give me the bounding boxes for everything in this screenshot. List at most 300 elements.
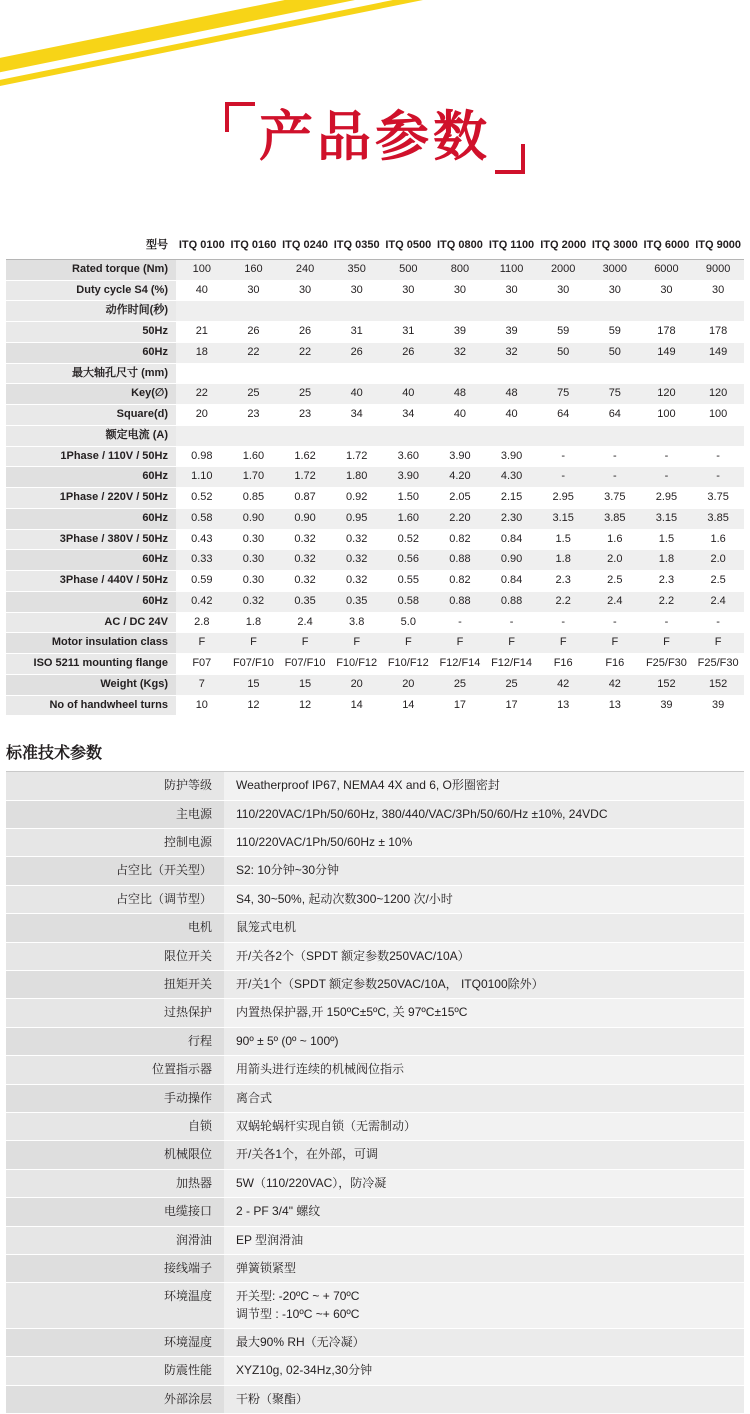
- spec-cell: 17: [486, 695, 538, 716]
- spec-table-row: [6, 488, 744, 509]
- spec-row-label: 60Hz: [6, 342, 176, 363]
- spec-cell: 48: [434, 384, 486, 405]
- spec-table-row: [6, 571, 744, 592]
- spec-cell: 7: [176, 674, 228, 695]
- spec-cell: [228, 425, 280, 446]
- spec-cell: 14: [331, 695, 383, 716]
- spec-cell: 0.58: [176, 508, 228, 529]
- spec-cell: 10: [176, 695, 228, 716]
- standard-param-value: 内置热保护器,开 150ºC±5ºC, 关 97ºC±15ºC: [224, 999, 744, 1027]
- spec-cell: 20: [176, 405, 228, 426]
- standard-param-row: [6, 885, 744, 913]
- spec-table-row: [6, 654, 744, 675]
- spec-cell: 25: [228, 384, 280, 405]
- spec-cell: [331, 425, 383, 446]
- spec-cell: [434, 363, 486, 384]
- spec-cell: F: [331, 633, 383, 654]
- spec-cell: [537, 425, 589, 446]
- spec-cell: 30: [383, 280, 435, 301]
- standard-param-row: [6, 857, 744, 885]
- spec-cell: 0.52: [176, 488, 228, 509]
- spec-cell: 50: [589, 342, 641, 363]
- spec-cell: 40: [331, 384, 383, 405]
- spec-cell: 2.95: [641, 488, 693, 509]
- standard-param-value: S2: 10分钟~30分钟: [224, 857, 744, 885]
- spec-cell: F: [486, 633, 538, 654]
- spec-cell: 1.50: [383, 488, 435, 509]
- spec-cell: -: [692, 612, 744, 633]
- standard-param-value: 2 - PF 3/4" 螺纹: [224, 1198, 744, 1226]
- spec-cell: 59: [589, 322, 641, 343]
- standard-param-key: 主电源: [6, 800, 224, 828]
- spec-cell: 0.55: [383, 571, 435, 592]
- spec-cell: 1.6: [692, 529, 744, 550]
- spec-cell: F16: [537, 654, 589, 675]
- spec-cell: [537, 301, 589, 322]
- spec-cell: F12/F14: [434, 654, 486, 675]
- spec-cell: 3.90: [434, 446, 486, 467]
- standard-param-value: 开/关各1个，在外部，可调: [224, 1141, 744, 1169]
- standard-param-value: 开/关1个（SPDT 额定参数250VAC/10A， ITQ0100除外）: [224, 970, 744, 998]
- spec-cell: F: [537, 633, 589, 654]
- spec-cell: 75: [589, 384, 641, 405]
- spec-cell: 1.5: [641, 529, 693, 550]
- spec-table-row: [6, 405, 744, 426]
- spec-cell: [228, 363, 280, 384]
- page-title-block: [0, 0, 750, 218]
- standard-params-heading: 标准技术参数: [6, 743, 103, 763]
- spec-cell: 0.84: [486, 529, 538, 550]
- spec-table-header-row: [6, 236, 744, 259]
- spec-group-row: [6, 425, 744, 446]
- spec-cell: 22: [176, 384, 228, 405]
- product-spec-table: [6, 236, 744, 716]
- spec-cell: [486, 425, 538, 446]
- spec-cell: 39: [692, 695, 744, 716]
- spec-model-header: ITQ 0500: [383, 236, 435, 259]
- spec-cell: 152: [692, 674, 744, 695]
- spec-cell: 3000: [589, 259, 641, 280]
- spec-cell: 800: [434, 259, 486, 280]
- spec-model-header: ITQ 0100: [176, 236, 228, 259]
- spec-cell: 40: [486, 405, 538, 426]
- spec-cell: [537, 363, 589, 384]
- spec-model-header: ITQ 3000: [589, 236, 641, 259]
- spec-cell: 40: [176, 280, 228, 301]
- spec-cell: 1.70: [228, 467, 280, 488]
- spec-cell: 2.2: [537, 591, 589, 612]
- standard-param-key: 环境温度: [6, 1283, 224, 1329]
- spec-cell: 0.87: [279, 488, 331, 509]
- spec-cell: 2.20: [434, 508, 486, 529]
- standard-param-value: 开/关各2个（SPDT 额定参数250VAC/10A）: [224, 942, 744, 970]
- spec-cell: 23: [228, 405, 280, 426]
- page-title: 产品参数: [259, 105, 491, 168]
- spec-cell: 1.5: [537, 529, 589, 550]
- standard-param-value: EP 型润滑油: [224, 1226, 744, 1254]
- spec-cell: 20: [383, 674, 435, 695]
- spec-cell: 0.84: [486, 571, 538, 592]
- spec-cell: F: [434, 633, 486, 654]
- spec-cell: [589, 363, 641, 384]
- spec-cell: 30: [434, 280, 486, 301]
- spec-cell: 0.32: [331, 529, 383, 550]
- standard-param-value: 离合式: [224, 1084, 744, 1112]
- standard-param-row: [6, 914, 744, 942]
- standard-param-row: [6, 1056, 744, 1084]
- spec-cell: 20: [331, 674, 383, 695]
- spec-row-label: No of handwheel turns: [6, 695, 176, 716]
- spec-cell: -: [537, 446, 589, 467]
- spec-cell: 100: [692, 405, 744, 426]
- spec-cell: 13: [537, 695, 589, 716]
- standard-param-key: 限位开关: [6, 942, 224, 970]
- spec-cell: 152: [641, 674, 693, 695]
- spec-cell: 100: [641, 405, 693, 426]
- spec-cell: -: [692, 467, 744, 488]
- spec-cell: 2.95: [537, 488, 589, 509]
- spec-cell: 9000: [692, 259, 744, 280]
- spec-model-header: ITQ 6000: [641, 236, 693, 259]
- spec-cell: 1.10: [176, 467, 228, 488]
- standard-param-value: 用箭头进行连续的机械阀位指示: [224, 1056, 744, 1084]
- spec-row-label: AC / DC 24V: [6, 612, 176, 633]
- spec-cell: [176, 363, 228, 384]
- spec-cell: 0.43: [176, 529, 228, 550]
- spec-row-label: 60Hz: [6, 550, 176, 571]
- spec-cell: 12: [228, 695, 280, 716]
- spec-cell: 34: [331, 405, 383, 426]
- spec-cell: 3.8: [331, 612, 383, 633]
- standard-param-value: Weatherproof IP67, NEMA4 4X and 6, O形圈密封: [224, 772, 744, 800]
- spec-cell: 100: [176, 259, 228, 280]
- spec-cell: F25/F30: [692, 654, 744, 675]
- spec-cell: F: [589, 633, 641, 654]
- spec-cell: F07/F10: [228, 654, 280, 675]
- spec-row-label: Square(d): [6, 405, 176, 426]
- spec-cell: [641, 301, 693, 322]
- spec-model-header: ITQ 2000: [537, 236, 589, 259]
- spec-cell: 500: [383, 259, 435, 280]
- spec-cell: 0.35: [331, 591, 383, 612]
- spec-cell: 3.90: [383, 467, 435, 488]
- standard-param-key: 润滑油: [6, 1226, 224, 1254]
- standard-param-value: 5W（110/220VAC），防冷凝: [224, 1169, 744, 1197]
- spec-row-label: 动作时间(秒): [6, 301, 176, 322]
- spec-cell: 120: [692, 384, 744, 405]
- standard-param-value: 弹簧锁紧型: [224, 1254, 744, 1282]
- spec-cell: 178: [692, 322, 744, 343]
- spec-cell: 0.30: [228, 529, 280, 550]
- spec-cell: 2.3: [537, 571, 589, 592]
- spec-cell: 4.20: [434, 467, 486, 488]
- standard-param-key: 扭矩开关: [6, 970, 224, 998]
- spec-cell: 1.80: [331, 467, 383, 488]
- spec-cell: [176, 301, 228, 322]
- spec-cell: 0.90: [279, 508, 331, 529]
- spec-cell: [383, 425, 435, 446]
- spec-table-row: [6, 446, 744, 467]
- spec-cell: 0.95: [331, 508, 383, 529]
- spec-cell: 3.90: [486, 446, 538, 467]
- spec-cell: F10/F12: [331, 654, 383, 675]
- spec-cell: 0.82: [434, 571, 486, 592]
- spec-cell: 42: [537, 674, 589, 695]
- spec-model-header: ITQ 0160: [228, 236, 280, 259]
- standard-param-key: 防护等级: [6, 772, 224, 800]
- spec-cell: 30: [486, 280, 538, 301]
- spec-model-header: ITQ 0240: [279, 236, 331, 259]
- spec-cell: 0.88: [434, 591, 486, 612]
- spec-cell: [279, 301, 331, 322]
- spec-cell: 0.32: [228, 591, 280, 612]
- spec-cell: 0.32: [331, 550, 383, 571]
- spec-cell: 59: [537, 322, 589, 343]
- spec-cell: 25: [434, 674, 486, 695]
- spec-cell: 13: [589, 695, 641, 716]
- standard-param-row: [6, 1385, 744, 1413]
- standard-param-value: 双蜗轮蜗杆实现自锁（无需制动）: [224, 1112, 744, 1140]
- spec-cell: 0.30: [228, 571, 280, 592]
- standard-param-key: 占空比（开关型）: [6, 857, 224, 885]
- spec-cell: 178: [641, 322, 693, 343]
- standard-param-key: 机械限位: [6, 1141, 224, 1169]
- spec-cell: 1.6: [589, 529, 641, 550]
- spec-cell: [331, 363, 383, 384]
- spec-cell: F: [692, 633, 744, 654]
- standard-param-value: 干粉（聚酯）: [224, 1385, 744, 1413]
- spec-cell: 4.30: [486, 467, 538, 488]
- standard-param-row: [6, 1027, 744, 1055]
- spec-row-label: 额定电流 (A): [6, 425, 176, 446]
- spec-cell: 39: [434, 322, 486, 343]
- spec-cell: 3.15: [641, 508, 693, 529]
- spec-cell: 149: [692, 342, 744, 363]
- standard-param-key: 电缆接口: [6, 1198, 224, 1226]
- spec-cell: -: [641, 612, 693, 633]
- spec-cell: 0.32: [279, 550, 331, 571]
- spec-cell: 2.4: [589, 591, 641, 612]
- spec-cell: 32: [486, 342, 538, 363]
- spec-model-header: ITQ 0800: [434, 236, 486, 259]
- spec-cell: 34: [383, 405, 435, 426]
- spec-cell: 3.75: [589, 488, 641, 509]
- spec-row-label: 60Hz: [6, 467, 176, 488]
- standard-param-key: 占空比（调节型）: [6, 885, 224, 913]
- spec-cell: 0.92: [331, 488, 383, 509]
- spec-cell: 0.35: [279, 591, 331, 612]
- standard-param-key: 防震性能: [6, 1357, 224, 1385]
- spec-cell: -: [434, 612, 486, 633]
- spec-row-label: 3Phase / 380V / 50Hz: [6, 529, 176, 550]
- spec-cell: F16: [589, 654, 641, 675]
- standard-param-key: 控制电源: [6, 829, 224, 857]
- standard-param-row: [6, 1141, 744, 1169]
- spec-cell: -: [589, 467, 641, 488]
- spec-row-label: Duty cycle S4 (%): [6, 280, 176, 301]
- spec-cell: [331, 301, 383, 322]
- standard-param-value: 90º ± 5º (0º ~ 100º): [224, 1027, 744, 1055]
- spec-cell: [589, 301, 641, 322]
- spec-cell: F07: [176, 654, 228, 675]
- spec-cell: 0.90: [486, 550, 538, 571]
- standard-param-value: S4, 30~50%, 起动次数300~1200 次/小时: [224, 885, 744, 913]
- spec-row-label: 60Hz: [6, 591, 176, 612]
- spec-cell: [589, 425, 641, 446]
- spec-cell: F: [279, 633, 331, 654]
- standard-param-key: 加热器: [6, 1169, 224, 1197]
- spec-cell: 22: [279, 342, 331, 363]
- spec-cell: 26: [228, 322, 280, 343]
- spec-cell: 160: [228, 259, 280, 280]
- spec-cell: F: [383, 633, 435, 654]
- spec-cell: 2.0: [692, 550, 744, 571]
- spec-cell: 0.30: [228, 550, 280, 571]
- standard-param-value: 110/220VAC/1Ph/50/60Hz ± 10%: [224, 829, 744, 857]
- spec-table-row: [6, 695, 744, 716]
- spec-cell: 350: [331, 259, 383, 280]
- standard-param-row: [6, 1084, 744, 1112]
- spec-cell: [383, 363, 435, 384]
- spec-cell: 0.32: [331, 571, 383, 592]
- spec-cell: 2.5: [692, 571, 744, 592]
- spec-cell: 39: [641, 695, 693, 716]
- spec-cell: 26: [279, 322, 331, 343]
- spec-cell: 0.59: [176, 571, 228, 592]
- standard-param-key: 手动操作: [6, 1084, 224, 1112]
- spec-cell: 25: [486, 674, 538, 695]
- spec-row-label: Key(∅): [6, 384, 176, 405]
- spec-cell: 1.62: [279, 446, 331, 467]
- spec-cell: 30: [279, 280, 331, 301]
- spec-cell: 2.05: [434, 488, 486, 509]
- spec-cell: F: [176, 633, 228, 654]
- spec-cell: 32: [434, 342, 486, 363]
- spec-cell: 25: [279, 384, 331, 405]
- spec-cell: 23: [279, 405, 331, 426]
- spec-cell: 3.15: [537, 508, 589, 529]
- spec-cell: 30: [228, 280, 280, 301]
- spec-cell: 0.32: [279, 529, 331, 550]
- spec-table-row: [6, 259, 744, 280]
- spec-cell: F: [228, 633, 280, 654]
- spec-cell: 2.0: [589, 550, 641, 571]
- spec-cell: 1.8: [641, 550, 693, 571]
- spec-cell: 3.75: [692, 488, 744, 509]
- spec-cell: -: [641, 446, 693, 467]
- standard-param-key: 自锁: [6, 1112, 224, 1140]
- spec-cell: 3.85: [589, 508, 641, 529]
- spec-cell: 2000: [537, 259, 589, 280]
- spec-table-row: [6, 342, 744, 363]
- spec-cell: 64: [537, 405, 589, 426]
- standard-param-key: 环境湿度: [6, 1329, 224, 1357]
- spec-cell: 0.42: [176, 591, 228, 612]
- spec-row-label: 最大轴孔尺寸 (mm): [6, 363, 176, 384]
- spec-cell: 12: [279, 695, 331, 716]
- spec-cell: 3.85: [692, 508, 744, 529]
- standard-param-row: [6, 970, 744, 998]
- spec-cell: 0.58: [383, 591, 435, 612]
- spec-cell: 0.32: [279, 571, 331, 592]
- spec-cell: F10/F12: [383, 654, 435, 675]
- spec-cell: 0.90: [228, 508, 280, 529]
- spec-cell: 149: [641, 342, 693, 363]
- spec-row-label: 1Phase / 220V / 50Hz: [6, 488, 176, 509]
- standard-param-row: [6, 1357, 744, 1385]
- spec-cell: 22: [228, 342, 280, 363]
- spec-cell: F: [641, 633, 693, 654]
- spec-cell: 2.5: [589, 571, 641, 592]
- spec-cell: -: [641, 467, 693, 488]
- spec-cell: 15: [279, 674, 331, 695]
- standard-param-value: 110/220VAC/1Ph/50/60Hz, 380/440/VAC/3Ph/50/60/Hz ±10%, 24VDC: [224, 800, 744, 828]
- spec-cell: 2.4: [279, 612, 331, 633]
- spec-cell: 240: [279, 259, 331, 280]
- spec-cell: 2.30: [486, 508, 538, 529]
- spec-cell: [279, 425, 331, 446]
- standard-param-row: [6, 772, 744, 800]
- standard-param-value: 鼠笼式电机: [224, 914, 744, 942]
- spec-table-row: [6, 674, 744, 695]
- spec-cell: [176, 425, 228, 446]
- spec-cell: 2.8: [176, 612, 228, 633]
- standard-param-row: [6, 829, 744, 857]
- spec-cell: [279, 363, 331, 384]
- spec-cell: -: [589, 446, 641, 467]
- spec-cell: -: [486, 612, 538, 633]
- spec-cell: 0.82: [434, 529, 486, 550]
- spec-cell: 75: [537, 384, 589, 405]
- spec-cell: [434, 301, 486, 322]
- title-corner-top-left: [225, 102, 255, 132]
- spec-table-row: [6, 612, 744, 633]
- spec-cell: F07/F10: [279, 654, 331, 675]
- spec-cell: [228, 301, 280, 322]
- spec-cell: 42: [589, 674, 641, 695]
- standard-param-row: [6, 1329, 744, 1357]
- spec-cell: [641, 363, 693, 384]
- standard-param-row: [6, 1226, 744, 1254]
- spec-row-label: 60Hz: [6, 508, 176, 529]
- spec-cell: 17: [434, 695, 486, 716]
- spec-cell: 1.60: [383, 508, 435, 529]
- spec-cell: 39: [486, 322, 538, 343]
- spec-cell: 14: [383, 695, 435, 716]
- spec-cell: 2.2: [641, 591, 693, 612]
- spec-cell: 26: [383, 342, 435, 363]
- spec-cell: 0.98: [176, 446, 228, 467]
- standard-param-key: 接线端子: [6, 1254, 224, 1282]
- spec-table-row: [6, 384, 744, 405]
- spec-cell: 5.0: [383, 612, 435, 633]
- spec-row-label: Motor insulation class: [6, 633, 176, 654]
- standard-param-row: [6, 1112, 744, 1140]
- standard-param-value: 最大90% RH（无冷凝）: [224, 1329, 744, 1357]
- spec-cell: 30: [537, 280, 589, 301]
- spec-cell: 6000: [641, 259, 693, 280]
- spec-cell: 1.8: [537, 550, 589, 571]
- spec-cell: 120: [641, 384, 693, 405]
- spec-cell: 30: [692, 280, 744, 301]
- standard-params-table: [6, 771, 744, 1414]
- spec-cell: [434, 425, 486, 446]
- standard-param-key: 位置指示器: [6, 1056, 224, 1084]
- spec-table-row: [6, 633, 744, 654]
- spec-cell: 31: [331, 322, 383, 343]
- spec-group-row: [6, 363, 744, 384]
- spec-model-header: ITQ 0350: [331, 236, 383, 259]
